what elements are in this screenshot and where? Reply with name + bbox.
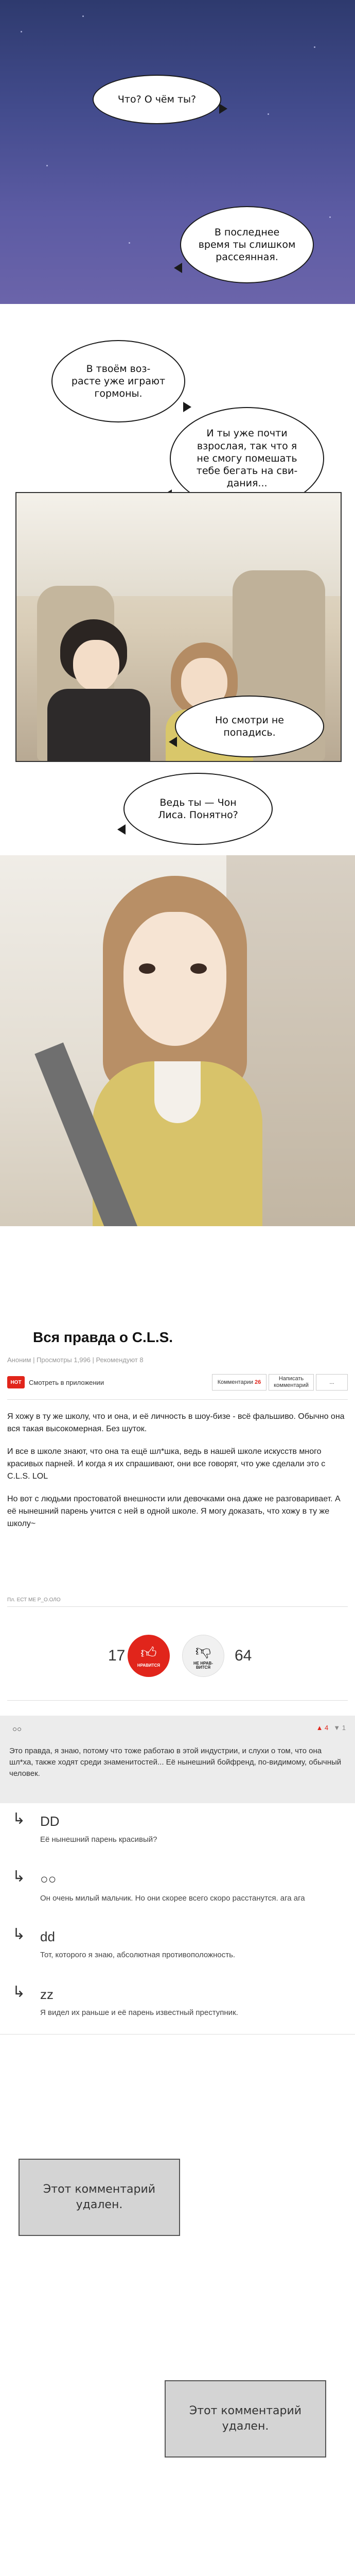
comments-button[interactable] [212, 1374, 267, 1391]
reply-username: ○○ [40, 1871, 57, 1887]
divider [7, 1700, 348, 1701]
reaction-bar [0, 1631, 355, 1687]
post-meta: Аноним | Просмотры 1,996 | Рекомендуют 8 [7, 1356, 144, 1364]
comments-button-label: Комментарии [217, 1379, 254, 1385]
deleted-comment-box: Этот комментарий удален. [165, 2380, 326, 2458]
speech-bubble: Но смотри не попадись. [175, 696, 324, 757]
reply-item[interactable] [0, 1919, 355, 1977]
divider [7, 1606, 348, 1607]
upvote-count: 4 [325, 1724, 329, 1732]
reply-text: Он очень милый мальчик. Но они скорее всего скоро расстанутся. ага ага [40, 1894, 305, 1903]
dislike-count: 64 [235, 1647, 252, 1664]
like-button[interactable] [128, 1635, 170, 1677]
reply-text: Я видел их раньше и её парень известный преступник. [40, 2008, 238, 2017]
reply-item[interactable] [0, 1861, 355, 1919]
reply-arrow-icon: ↳ [12, 1810, 26, 1827]
comments-count: 26 [255, 1379, 261, 1385]
deleted-comment-box: Этот комментарий удален. [19, 2159, 180, 2236]
thumbs-down-icon: 👎︎ [195, 1642, 211, 1659]
post-title: Вся правда о C.L.S. [33, 1329, 173, 1345]
like-label: НРАВИТСЯ [137, 1663, 161, 1668]
reply-item[interactable] [0, 1803, 355, 1861]
post-paragraph: Я хожу в ту же школу, что и она, и её личность в шоу-бизе - всё фальшиво. Обычно она вся такая высокомерная. Без шуток. [7, 1412, 345, 1433]
comment-text: Это правда, я знаю, потому что тоже работаю в этой индустрии, и слухи о том, что она шл*ха, также ходят среди знаменитостей... Её нынешний бойфренд, по-видимому, обычный человек. [9, 1747, 342, 1778]
post-caption: Пл. ЕСТ МЕ P_O.ОЛО [7, 1597, 61, 1603]
reply-username: zz [40, 1987, 54, 2002]
dislike-label: НЕ НРАВ- ВИТСЯ [193, 1661, 213, 1670]
speech-bubble: И ты уже почти взрослая, так что я не смогу помешать тебе бегать на сви- дания... [170, 407, 324, 510]
speech-bubble: Ведь ты — Чон Лиса. Понятно? [123, 773, 273, 845]
post-body [7, 1411, 347, 1540]
reply-text: Тот, которого я знаю, абсолютная противоположность. [40, 1951, 236, 1959]
speech-bubble: В последнее время ты слишком рассеянная. [180, 206, 314, 283]
reply-username: dd [40, 1929, 55, 1944]
write-comment-button[interactable]: Написать комментарий [269, 1374, 314, 1391]
downvote-count: 1 [342, 1724, 346, 1732]
reply-arrow-icon: ↳ [12, 1984, 26, 2001]
post-paragraph: И все в школе знают, что она та ещё шл*шка, ведь в нашей школе искусств много красивых парней. И когда я их спрашивают, они все говорят, что уже сделали это с C.L.S. LOL [7, 1447, 326, 1481]
comment-votes [316, 1724, 346, 1732]
reply-text: Её нынешний парень красивый? [40, 1835, 157, 1844]
reply-username: DD [40, 1814, 60, 1829]
speech-bubble: Что? О чём ты? [93, 75, 221, 124]
speech-bubble: В твоём воз- расте уже играют гормоны. [51, 340, 185, 422]
reply-arrow-icon: ↳ [12, 1868, 26, 1885]
more-button[interactable]: ... [316, 1374, 348, 1391]
post-paragraph: Но вот с людьми простоватой внешности или девочками она даже не разговаривает. А её нынешний парень учится с ней в одной школе. Я могу доказать, что хожу в ту же школу~ [7, 1495, 341, 1528]
divider [7, 1399, 348, 1400]
comment-username: ○○ [12, 1725, 22, 1734]
dislike-button[interactable] [182, 1635, 224, 1677]
thumbs-up-icon: 👍︎ [140, 1645, 157, 1662]
reply-item[interactable] [0, 1976, 355, 2035]
open-in-app-link[interactable]: Смотреть в приложении [29, 1378, 104, 1386]
reply-arrow-icon: ↳ [12, 1926, 26, 1943]
upvote-button[interactable]: ▲ 4 [316, 1724, 329, 1732]
girl-closeup-panel [0, 855, 355, 1226]
hot-badge: HOT [7, 1376, 25, 1388]
downvote-button[interactable]: ▼ 1 [333, 1724, 346, 1732]
comment-main [0, 1716, 355, 1803]
post-action-row [7, 1371, 348, 1393]
like-count: 17 [108, 1647, 126, 1664]
